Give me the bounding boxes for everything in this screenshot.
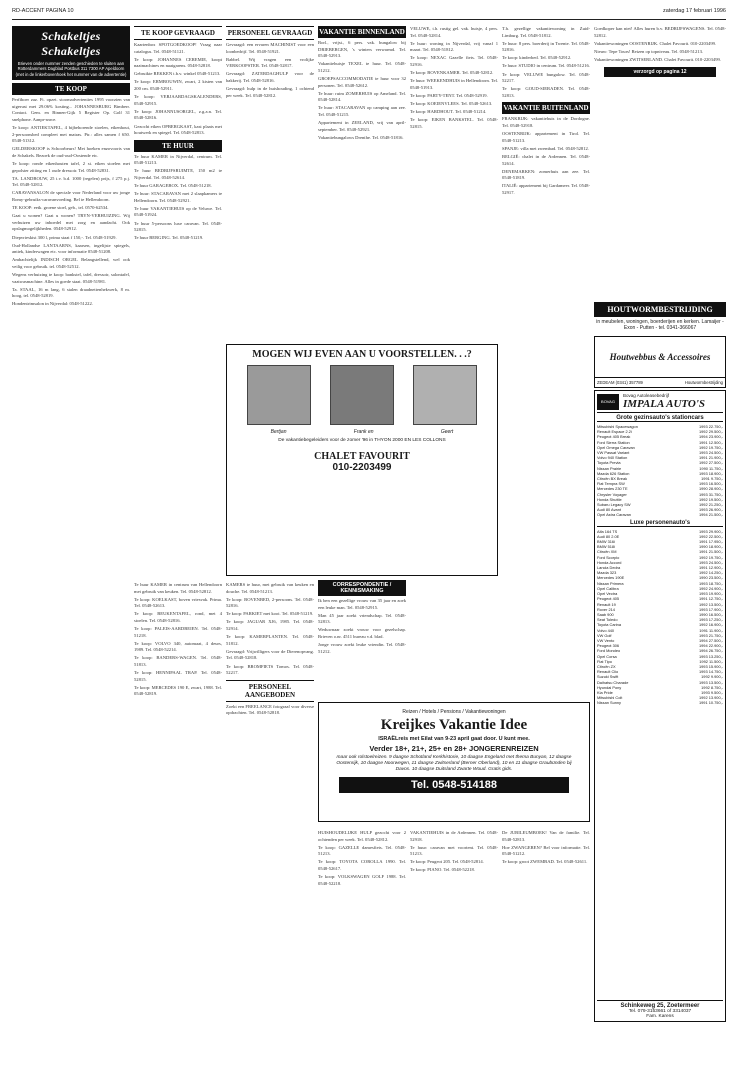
classified-ad: Ik ben een gezellige vrouw van 35 jaar en zoek een leuke man. Tel. 0548-52915.: [318, 598, 406, 610]
impala-brand-row: [597, 393, 723, 413]
classified-ad: Te koop: kinderbed. Tel. 0548-52912.: [502, 55, 572, 61]
car-model: Opel Vectra: [597, 591, 618, 597]
classified-ad: Hondentrimsalon in Nijverdal: 0548-51222.: [12, 301, 93, 307]
classified-ad: Te koop: JAGUAR XJ6, 1985. Tel. 0548-52914.: [226, 619, 314, 632]
classified-ad: Hoe ZWANGEREN? Bel voor informatie. Tel. 0548-51212.: [502, 844, 590, 857]
classified-ad: Te koop: BEUKENTAFEL, rond, met 4 stoelen. Tel. 0548-52816.: [134, 611, 222, 623]
running-header: [12, 8, 726, 20]
classified-ad: Perfiboer zaz. Ft. opzet. stoomadvertenties 1995 voorzien van uigerust met 29.06% kosting... JOHANNESBURG Bimberr. Contact. Gem. en Binnen-Gijk 5 Register Op. Golf 31 snelphone. Aanpr-snrce.: [12, 97, 130, 122]
classified-ad: TA. LANDBOUW, 25 i.v. b.d. 1000 (regelen) prijs, f 275 p.j. Tel. 0548-52812.: [12, 175, 130, 188]
car-price: 1992 13.500,-: [698, 601, 723, 607]
impala-small: Bovag Autoleasebedrijf: [623, 393, 670, 398]
classified-ad: Te koop: PALEIS-AARDBEIEN. Tel. 0548-51218.: [134, 626, 222, 638]
ad-highlight: Verder 18+, 21+, 25+ en 28+ JONGERENREIZEN: [369, 744, 539, 753]
car-price: 1992 29.500,-: [698, 429, 723, 435]
car-price: 1993 24.500,-: [698, 450, 723, 456]
ad-title: Kreijkes Vakantie Idee: [380, 717, 528, 733]
section-header-te-huur: TE HUUR: [134, 140, 222, 152]
masthead-title: Schakeltjes Schakeltjes: [41, 29, 101, 58]
classified-ad: Te koop: PARTY-TENT. Tel. 0548-52919.: [410, 92, 488, 98]
classified-ad: Te huur: ruim ZOMERHUIS op Ameland. Tel. 0548-52814.: [318, 90, 406, 103]
ad-title: MOGEN WIJ EVEN AAN U VOORSTELLEN. . .?: [252, 349, 472, 360]
classified-list: [502, 830, 590, 866]
car-model: Audi 80 Avant: [597, 507, 621, 513]
car-model: Mercedes 230 TE: [597, 486, 628, 492]
classified-ad: Gevraagd: een ervaren MACHINIST voor een loonbedrijf. Tel. 0548-51921.: [226, 42, 314, 54]
column-3-lower: [226, 580, 314, 1060]
classified-ad: Vakantiewoningen ZWITSERLAND. Chalet Favourit. 010-2203499.: [594, 56, 721, 62]
car-price: 1992 24.900,-: [698, 585, 723, 591]
car-model: Mazda 323: [597, 570, 617, 576]
ad-footer-right: Houtwormbestrijding: [684, 380, 723, 385]
classified-ad: Te huur KAMER in Nijverdal, centrum. Tel. 0548-51213.: [134, 153, 222, 166]
car-model: Saab 900: [597, 611, 614, 617]
car-model: Ford Scorpio: [597, 554, 620, 560]
classified-ad: Te huur 5-persoons luxe caravan. Tel. 0548-52815.: [134, 220, 222, 233]
ad-phone: 010-2203499: [332, 462, 392, 473]
classified-list: [226, 704, 314, 717]
classified-ad: Te huur KAMER in centrum van Hellendoorn met gebruik van keuken. Tel. 0548-52812.: [134, 582, 222, 594]
car-price: 1992 19.750,-: [698, 444, 723, 450]
car-model: Mazda 626 Station: [597, 470, 630, 476]
classified-ad: Te koop: MERCEDES 190 E, zwart, 1988. Tel. 0548-52819.: [134, 684, 222, 697]
classified-ad: Te koop: EIKEN BANKSTEL. Tel. 0548-52815.: [410, 117, 498, 129]
classified-list: [12, 97, 130, 308]
column-2-lower: [134, 580, 222, 1060]
section-header-te-koop-gevraagd: TE KOOP GEVRAAGD: [134, 26, 222, 40]
car-price: 1992 8.750,-: [701, 684, 723, 690]
car-model: Ford Sierra Station: [597, 439, 630, 445]
classified-ad: Te koop: VOLVO 340, automaat, 4 deurs, 1989. Tel. 0548-52214.: [134, 640, 222, 653]
car-model: Toyota Previa: [597, 460, 621, 466]
ad-footer: [594, 378, 726, 388]
houtworm-logo: Houtwebbus & Accessoires: [594, 336, 726, 378]
impala-address: Schinkeweg 25, Zoetermeer: [620, 1003, 700, 1009]
classified-list: [226, 582, 314, 677]
car-price: 1993 21.750,-: [698, 632, 723, 638]
column-5-lower: [410, 828, 498, 1060]
classified-list: [226, 42, 314, 99]
classified-ad: Gevraagd: Vrijwilligers voor de Dierenopvang. Tel. 0548-52818.: [226, 648, 314, 661]
car-price: 1994 27.500,-: [698, 637, 723, 643]
section-header-personeel-gevraagd: PERSONEEL GEVRAAGD: [226, 26, 314, 40]
classified-ad: Te koop: GOUD-SIERADEN. Tel. 0548-52813.: [502, 86, 590, 98]
column-6-lower: [502, 828, 590, 1060]
classified-ad: Te koop: PARKIET met kooi. Tel. 0548-51219.: [226, 611, 314, 617]
car-model: Volvo 940 Station: [597, 455, 628, 461]
classified-list: [134, 582, 222, 698]
classified-ad: Te huur: 8 pers. boerderij in Twente. Tel. 0548-52816.: [502, 40, 590, 53]
classified-ad: HUISHOUDELIJKE HULP gezocht voor 2 ochtenden per week. Tel. 0548-52812.: [318, 830, 406, 842]
car-model: Peugeot 306: [597, 643, 620, 649]
classified-ad: Babbel. Wij vragen een vrolijke VERKOOPSTER. Tel. 0548-52817.: [226, 56, 314, 69]
car-price: 1991 12.750,-: [698, 596, 723, 602]
houtworm-ad: [594, 302, 726, 388]
car-model: Renault Espace 2.2i: [597, 429, 632, 435]
car-price: 1992 14.250,-: [698, 570, 723, 576]
section-header-correspondentie: CORRESPONDENTIE / KENNISMAKING: [318, 580, 406, 596]
classified-ad: Man 45 jaar zoekt vriendschap. Tel. 0548-52813.: [318, 612, 406, 625]
classified-ad: Borl., vrijst., 6 pers. vak. bungalow bij DRIEBERGEN, 's winters verwarmd. Tel. 0548-52913.: [318, 40, 406, 59]
car-model: Mitsubishi Spacewagon: [597, 424, 638, 429]
car-model: Fiat Tipo: [597, 658, 612, 664]
ad-brand: CHALET FAVOURIT: [314, 451, 410, 462]
car-price: 1991 10.750,-: [698, 700, 723, 706]
classified-ad: ITALIË: appartement bij Gardameer. Tel. 0548-52917.: [502, 183, 590, 195]
car-price: 1991 12.900,-: [698, 565, 723, 571]
classified-ad: Te koop: VELUWE bungalow. Tel. 0548-52217.: [502, 71, 590, 84]
car-row: [597, 700, 723, 705]
car-model: Subaru Legacy SW: [597, 502, 631, 508]
impala-name-a: IMPALA: [623, 398, 664, 410]
car-price: 1992 11.500,-: [699, 658, 723, 664]
car-model: Honda Accord: [597, 559, 622, 565]
car-price: 1991 9.750,-: [701, 476, 723, 482]
car-model: Peugeot 405: [597, 596, 620, 602]
car-price: 1992 22.500,-: [698, 533, 723, 539]
bovag-logo: BOVAG: [597, 394, 619, 410]
newspaper-page: [12, 8, 726, 1060]
classified-ad: Diepvrieskist 300 l, prima staat f 150,-. Tel. 0548-51929.: [12, 234, 117, 240]
car-model: Nissan Prairie: [597, 465, 622, 471]
car-price: 1992 13.900,-: [698, 695, 723, 701]
impala-name-b: AUTO'S: [666, 398, 706, 410]
classified-ad: Gebruikte REKKEN t.b.v. winkel 0548-51213.: [134, 71, 221, 77]
classified-ad: SPANJE: villa met zwembad. Tel. 0548-52812.: [502, 145, 589, 151]
column-4-mid: [318, 580, 406, 698]
masthead-subtitle: Brieven onder nummer zenden geschieden te sluiten aan Rotterdammers Dagblad Postbus 311 7300 AP Apeldoorn (met in de linkerbovenhoek het nummer van de advertentie): [15, 61, 127, 77]
car-model: Peugeot 405 Break: [597, 434, 631, 440]
car-model: Rover 214: [597, 606, 615, 612]
classified-ad: Te koop: HENNIPAAL TRAP. Tel. 0548-52815.: [134, 670, 222, 682]
classified-ad: Te koop: TOYOTA COROLLA 1990. Tel. 0548-52617.: [318, 859, 406, 871]
car-model: VW Golf: [597, 632, 612, 638]
classified-list: [134, 154, 222, 242]
classified-ad: Te koop: BROMFIETS Tomos. Tel. 0548-52217.: [226, 663, 314, 676]
impala-autos-ad: [594, 390, 726, 1022]
car-price: 1991 21.500,-: [698, 549, 723, 555]
classified-ad: Gezocht eiken OPBERGKAST, kast plaats met houtwerk en spiegel. Tel. 0548-52813.: [134, 123, 222, 136]
classified-ad: Te koop: ronde eikenhouten tafel, 2 st. eiken stoelen met gepolster zitting en 1 oude dressoir. Tel. 0548-52831.: [12, 161, 130, 173]
car-price: 1993 26.900,-: [698, 507, 723, 513]
car-model: Mercedes 190E: [597, 575, 625, 581]
classified-ad: Te koop: BOVENBED, 2-persoons. Tel. 0548-52816.: [226, 596, 314, 609]
car-model: Suzuki Swift: [597, 674, 619, 680]
car-price: 1993 16.500,-: [698, 481, 723, 487]
car-model: Opel Calibra: [597, 585, 619, 591]
car-price: 1993 18.750,-: [698, 580, 723, 586]
ad-subtitle: in meubelen, woningen, boerderijen en kerken. Lamaijer - Exon - Putten - tel. 0341-366067: [596, 319, 724, 331]
section-header-personenautos: Luxe personenauto's: [597, 520, 723, 527]
column-1: [12, 26, 130, 1060]
classified-ad: Vakantiehuisje TEXEL te huur. Tel. 0548-51212.: [318, 61, 406, 73]
section-header-vakantie-buitenland: VAKANTIE BUITENLAND: [503, 104, 589, 113]
classified-ad: Te koop: KOEIENVLEES. Tel. 0548-52613.: [410, 100, 493, 106]
car-model: Audi 80 2.0E: [597, 533, 620, 539]
column-6: [502, 26, 590, 694]
car-model: Honda Shuttle: [597, 496, 622, 502]
classified-ad: Jonge vrouw zoekt leuke vriendin. Tel. 0548-51212.: [318, 642, 406, 654]
classified-ad: Te huur GARAGEBOX. Tel. 0548-51218.: [134, 183, 212, 189]
classified-ad: Te koop: BOVENKAMER. Tel. 0548-52812.: [410, 70, 494, 76]
classified-ad: Te huur BERGING. Tel. 0548-51219.: [134, 235, 204, 241]
car-model: Alfa 164 TS: [597, 528, 618, 534]
car-model: Mitsubishi Colt: [597, 695, 623, 701]
classified-list: [502, 26, 590, 99]
car-price: 1993 13.500,-: [698, 679, 723, 685]
car-model: Lancia Dedra: [597, 565, 621, 571]
car-price: 1993 22.750,-: [698, 424, 723, 429]
car-price: 1992 21.250,-: [698, 502, 723, 508]
portrait-photo: [247, 365, 311, 425]
car-model: Opel Omega Caravan: [597, 444, 635, 450]
running-header-right: zaterdag 17 februari 1996: [663, 8, 726, 14]
car-model: Volvo 440: [597, 627, 615, 633]
classified-ad: Te koop: NEXAC Gazelle fiets. Tel. 0548-52916.: [410, 55, 498, 67]
photo-caption: Frank en: [353, 429, 374, 435]
section-header-stationcars: Grote gezinsauto's stationcars: [597, 415, 723, 422]
ad-footer-left: ZEDEAM (0341) 357789: [597, 380, 643, 385]
car-price: 1993 18.900,-: [698, 470, 723, 476]
classified-ad: Te huur: STACARAVAN op camping aan zee. Tel. 0548-51215.: [318, 105, 406, 117]
classified-ad: Kaartenbox SPOTGOEDKOOP! Vraag naar catalogus. Tel. 0548-51121.: [134, 42, 222, 54]
car-model: Nissan Primera: [597, 580, 624, 586]
car-model: Kia Pride: [597, 689, 613, 695]
classified-ad: Te huur BEDRIJFSRUIMTE, 150 m2 te Nijverdal. Tel. 0548-52614.: [134, 168, 222, 180]
classified-ad: Te koop: groot ZWEMBAD. Tel. 0548-52611.: [502, 859, 588, 865]
classified-ad: Nieuw: Tepe Tours! Reizen op topniveau. Tel. 0548-51213.: [594, 48, 704, 54]
car-model: Renault Clio: [597, 669, 619, 675]
classified-list: [318, 598, 406, 655]
car-price: 1993 17.250,-: [698, 617, 723, 623]
ad-subtitle: ISRAËLreis met Eilat van 9-23 april gaat door. U kunt mee.: [378, 736, 530, 742]
classified-ad: Te huur: STACARAVAN met 2 slaapkamers te Hellendoorn. Tel. 0548-52921.: [134, 191, 222, 203]
car-price: 1994 26.750,-: [698, 648, 723, 654]
impala-name: [623, 398, 705, 410]
photo-caption: Bertjan: [270, 429, 287, 435]
classified-ad: Te huur VAKANTIEHUIS op de Veluwe. Tel. 0548-51924.: [134, 205, 222, 218]
car-model: BMW 518i: [597, 544, 615, 550]
classified-ad: Te koop: PIANO. Tel. 0548-52218.: [410, 867, 475, 873]
car-price: 1994 21.500,-: [698, 512, 723, 518]
classified-ad: Te koop: HARDHOUT. Tel. 0548-51214.: [410, 109, 487, 115]
classified-ad: DENEMARKEN: zomerhuis aan zee. Tel. 0548-51819.: [502, 168, 590, 181]
classified-ad: FRANKRIJK: vakantiehuis in de Dordogne. Tel. 0548-52918.: [502, 116, 590, 129]
classified-ad: BELGIË: chalet in de Ardennen. Tel. 0548-52614.: [502, 153, 590, 166]
car-price: 1991 21.900,-: [698, 455, 723, 461]
page-reference-badge: verzorgd op pagina 12: [604, 67, 716, 77]
section-header-personeel-aangeboden: PERSONEEL AANGEBODEN: [226, 680, 314, 702]
car-model: Citroën XM: [597, 549, 617, 555]
classified-ad: Gevraagd: ZATERDAGHULP voor de bakkerij. Tel. 0548-52816.: [226, 71, 314, 83]
column-5: [410, 26, 498, 694]
classified-ad: Zoekt een FREELANCE fotograaf voor diverse opdrachten. Tel. 0548-52818.: [226, 703, 314, 716]
kreijkes-travel-ad: [318, 702, 590, 822]
impala-brand: [623, 393, 705, 410]
car-model: Renault 19: [597, 601, 616, 607]
classified-ad: CARAVANSALON de speciale voor Nederland voor uw jonge Romy-gebruiks-caravanvoeding. Bel te Hellendoorn.: [12, 190, 130, 203]
car-price: 1992 9.900,-: [701, 674, 723, 680]
classified-ad: Gaat u wonen? Gaat u wonen? TRYN-VERHUIZING. Wij verhuizen uw inboedel met zorg en aandacht. Ook opslagmogelijkheden. 0548-52912.: [12, 213, 130, 232]
car-model: Nissan Sunny: [597, 700, 622, 706]
car-model: Toyota Carina: [597, 622, 622, 628]
classified-ad: Vakantiewoningen OOSTENRIJK. Chalet Favourit. 010-2203499.: [594, 40, 717, 46]
impala-contact: Fam. Karens: [646, 1014, 674, 1019]
portrait-photo: [330, 365, 394, 425]
car-price: 1991 11.900,-: [699, 627, 723, 633]
car-price: 1993 14.750,-: [698, 669, 723, 675]
classified-ad: Te koop: BANDERS-WAGEN. Tel. 0548-51813.: [134, 655, 222, 668]
classified-list: [410, 26, 498, 130]
car-model: Citroën ZX: [597, 663, 616, 669]
section-header-vakantie-binnenland: VAKANTIE BINNENLAND: [319, 28, 405, 36]
classified-ad: Te koop: JOHANNES CEREMIE, koopt naaimachines en naaigarens. 0548-52818.: [134, 56, 222, 69]
car-price: 1993 13.250,-: [698, 653, 723, 659]
car-price: 1992 16.900,-: [698, 622, 723, 628]
classified-ad: Te koop: JOHANNUSORGEL, z.g.a.n. Tel. 0548-52816.: [134, 108, 222, 121]
classified-list: [134, 42, 222, 137]
ad-title: HOUTWORMBESTRIJDING: [594, 302, 726, 317]
classified-ad: De JUBILEUMBOEK! Van de familie. Tel. 0548-52813.: [502, 830, 590, 842]
car-price: 1990 11.750,-: [699, 465, 723, 471]
classified-ad: Te koop: VOLKSWAGEN GOLF 1988. Tel. 0548-52218.: [318, 874, 406, 886]
car-price: 1993 17.900,-: [698, 606, 723, 612]
classified-list: [594, 26, 726, 63]
classified-ad: VAKANTIEHUIS in de Ardennen. Tel. 0548-52918.: [410, 830, 498, 842]
masthead: [12, 26, 130, 80]
car-price: 1993 9.500,-: [701, 689, 723, 695]
ad-body: De vakantiebegeleiders voor de zomer '96 in THYON 2000 EN LES COLLONS: [278, 438, 446, 443]
classified-ad: Oud-Hollandse LANTAARNS, kaarsen, ingelijste spiegels, antiek, kinderwagen etc. voor informatie 0548-51208.: [12, 242, 130, 255]
classified-ad: Goedkoper kan niet! Alles huren b.v. BEDRIJFSWAGENS. Tel. 0548-52812.: [594, 26, 726, 38]
classified-ad: Weduwnaar zoekt vrouw voor gezelschap. Brieven o.nr. 4511 bureau v.d. blad.: [318, 627, 406, 639]
classified-ad: Wegens verhuizing te koop: bankstel, tafel, dressoir, salontafel, vaatwasmachine. Alles in goede staat. 0548-51981.: [12, 271, 130, 284]
classified-ad: Te koop: ANTIEKTAFEL, 4 bijbehorende stoelen, eikenhout, 2-persoonsbed compleet met matras. Ptr.: alles samen f 650. 0548-51312.: [12, 125, 130, 144]
column-3: [226, 26, 314, 344]
classified-ad: Te koop: KOELKAST, boven vriesvak. Prima. Tel. 0548-52613.: [134, 596, 222, 609]
classified-ad: Te koop: KAMERPLANTEN. Tel. 0548-51812.: [226, 634, 314, 646]
classified-ad: VELUWE, t.h. rustig gel. vak. huisje, 4 pers. Tel. 0548-52814.: [410, 26, 498, 38]
classified-list: [318, 40, 406, 141]
car-model: Citroën BX Break: [597, 476, 628, 482]
car-price: 1993 29.900,-: [698, 528, 723, 534]
car-price: 1993 15.900,-: [698, 663, 723, 669]
classified-ad: Ta. STAAL, 16 m lang, 6 stalen draadnettenhekwerk, 8 m. hoog, tel. 0548-52819.: [12, 286, 130, 299]
classified-ad: Te huur: STUDIO in centrum. Tel. 0548-51216.: [502, 63, 590, 69]
classified-list: [318, 830, 406, 887]
car-model: VW Passat Variant: [597, 450, 630, 456]
car-model: Hyundai Pony: [597, 684, 622, 690]
car-row: [597, 512, 723, 517]
car-list-personenautos: [597, 529, 723, 706]
classified-ad: KAMERS te huur, met gebruik van keuken en douche. Tel. 0548-51213.: [226, 582, 314, 594]
car-list-stationcars: [597, 424, 723, 518]
car-price: 1992 27.500,-: [698, 460, 723, 466]
car-price: 1992 19.500,-: [698, 496, 723, 502]
classified-ad: GELDERSKOOP is Schoorbeurs! Met hoeken enzovoorts van de Schakels. Bezoek de oud-oud-Oostende etc.: [12, 146, 130, 158]
car-model: Chrysler Voyager: [597, 491, 627, 497]
car-model: Opel Corsa: [597, 653, 617, 659]
car-model: Opel Astra Caravan: [597, 512, 631, 518]
classified-ad: Ambachtelijk INDISCH ORGEL Belangstellend, wel ook veilig voor gebruik. tel. 0548-52512.: [12, 257, 130, 269]
classified-ad: Te huur: caravan met voortent. Tel. 0548-51213.: [410, 844, 498, 857]
classified-list: [410, 830, 498, 874]
column-4: [318, 26, 406, 344]
classified-ad: Te huur: WEEKENDHUIS in Hellendoorn. Tel. 0548-51913.: [410, 78, 498, 90]
car-model: Daihatsu Charade: [597, 679, 629, 685]
car-price: 1991 12.500,-: [698, 439, 723, 445]
car-price: 1992 19.750,-: [698, 554, 723, 560]
car-model: Seat Toledo: [597, 617, 618, 623]
classified-ad: OOSTENRIJK: appartement in Tirol. Tel. 0548-51213.: [502, 131, 590, 143]
section-header-te-koop: TE KOOP: [12, 83, 130, 95]
impala-phone: Tel. 079-3153661 of 3314037: [628, 1009, 692, 1014]
ad-body: maar ook rolstoelreizen. 9 daagse Schotland Kerkhistorie, 10 daagse Engeland met thema Bunyan, 12 daagse Oostenrijk, 10 daagse Noorwegen, 11 daagse Zwitserland (Berner Oberland), 10 en 11 daagse Graubünden bij Davos. 10 daagse Duitsland Zwarte Woud. Gratis gids.: [336, 755, 572, 772]
car-price: 1990 23.500,-: [698, 575, 723, 581]
classified-list: [502, 116, 590, 196]
classified-ad: Te koop: Peugeot 205. Tel. 0548-52814.: [410, 859, 484, 865]
column-7: [594, 26, 726, 298]
car-price: 1994 23.900,-: [698, 434, 723, 440]
running-header-left: RD-ACCENT PAGINA 10: [12, 8, 74, 14]
classified-ad: Vakantiebungalows Drenthe. Tel. 0548-51816.: [318, 134, 404, 140]
car-price: 1990 18.900,-: [698, 544, 723, 550]
car-price: 1993 19.900,-: [698, 591, 723, 597]
classified-ad: Te koop: ERMBOUWIN, zwart, 2 kisten van 200 cm. 0548-52911.: [134, 79, 222, 92]
photo-caption: Geert: [440, 429, 454, 435]
car-model: BMW 316i: [597, 539, 615, 545]
car-model: VW Vento: [597, 637, 615, 643]
classified-ad: T.h. gezellige vakantiewoning in Zuid-Limburg. Tel. 0548-51812.: [502, 26, 590, 38]
car-price: 1990 28.900,-: [698, 486, 723, 492]
car-price: 1990 16.500,-: [698, 611, 723, 617]
classified-ad: Te koop: VERJAARDAGSKALENDERS, 0548-52915.: [134, 94, 222, 106]
column-4-lower: [318, 828, 406, 1060]
classified-ad: Te koop: GAZELLE damesfiets. Tel. 0548-51213.: [318, 844, 406, 857]
ad-category: Reizen / Hotels / Pensions / Vakantiewoningen: [402, 709, 506, 715]
classified-ad: GROEPSACCOMMODATIE te huur voor 32 personen. Tel. 0548-52612.: [318, 75, 406, 88]
classified-ad: Te huur: woning in Nijverdal, vrij vanaf 1 maart. Tel. 0548-51812.: [410, 40, 498, 53]
classified-ad: Gevraagd: hulp in de huishouding, 1 ochtend per week. Tel. 0548-52812.: [226, 86, 314, 98]
car-price: 1993 31.750,-: [698, 491, 723, 497]
car-price: 1993 24.500,-: [698, 559, 723, 565]
car-price: 1994 22.900,-: [698, 643, 723, 649]
ad-phone: Tel. 0548-514188: [339, 777, 569, 793]
impala-footer: [597, 1000, 723, 1019]
car-model: Fiat Tempra SW: [597, 481, 625, 487]
classified-ad: Appartement in ZEELAND, vrij van april-september. Tel. 0548-52921.: [318, 120, 406, 132]
classified-ad: TE KOOP: eetk. groene stoel, geb., tel. 0570-62534.: [12, 205, 109, 211]
car-model: Ford Mondeo: [597, 648, 621, 654]
car-price: 1991 17.950,-: [698, 539, 723, 545]
